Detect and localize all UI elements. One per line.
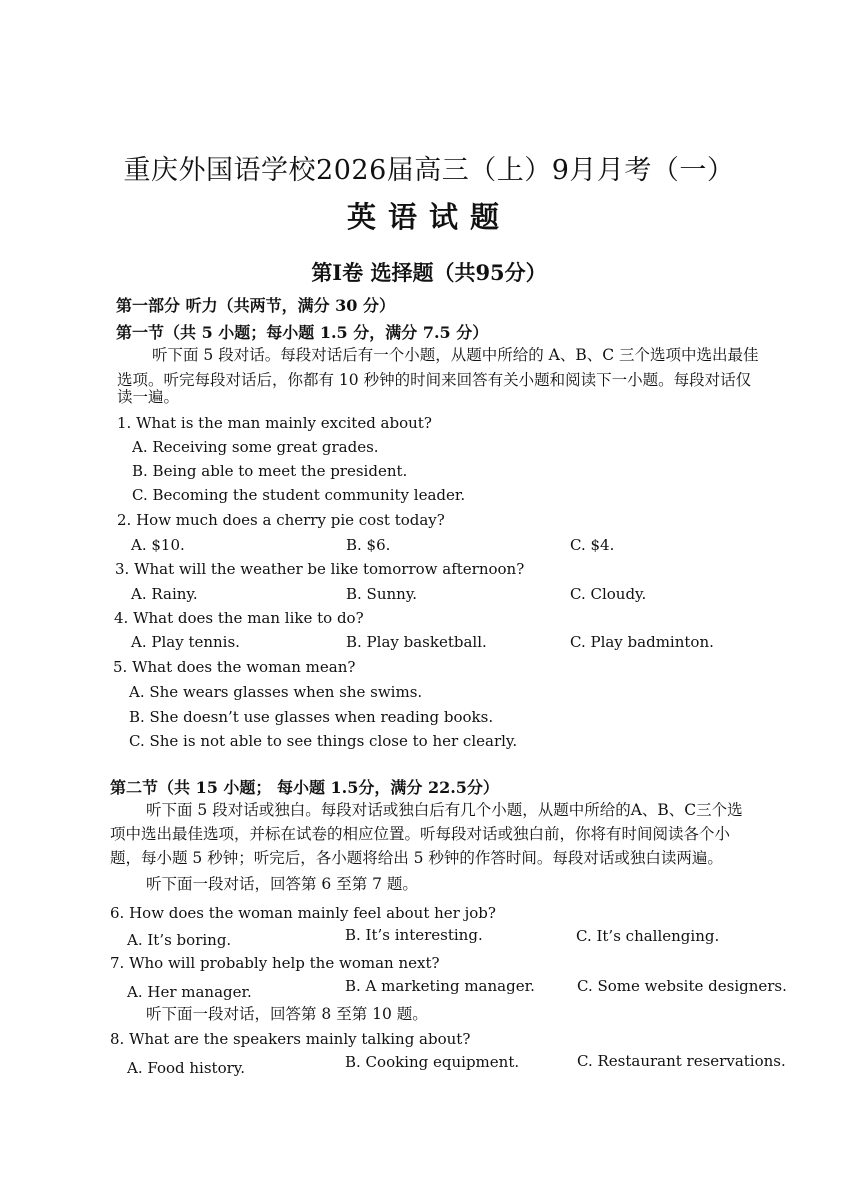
- question-option: A. It’s boring.: [127, 931, 232, 949]
- question-option: B. $6.: [346, 536, 391, 554]
- question-option: B. Sunny.: [346, 585, 418, 603]
- question-option: C. Becoming the student community leader.: [132, 486, 466, 504]
- school-title: 重庆外国语学校2026届高三（上）9月月考（一）: [123, 155, 735, 186]
- question-option: A. Play tennis.: [131, 633, 240, 651]
- question-option: A. Receiving some great grades.: [132, 438, 379, 456]
- section2-instruction-line: 题，每小题 5 秒钟；听完后，各小题将给出 5 秒钟的作答时间。每段对话或独白读两遍。: [110, 849, 723, 867]
- section2-directive: 听下面一段对话，回答第 8 至第 10 题。: [146, 1005, 428, 1023]
- section2-instruction-line: 项中选出最佳选项，并标在试卷的相应位置。听每段对话或独白前，你将有时间阅读各个小: [110, 825, 731, 843]
- question-option: A. Her manager.: [127, 983, 252, 1001]
- section1-instruction-line: 听下面 5 段对话。每段对话后有一个小题，从题中所给的 A、B、C 三个选项中选出最佳: [152, 346, 759, 364]
- question-stem: 5. What does the woman mean?: [113, 658, 356, 676]
- section1-instruction-line: 读一遍。: [117, 388, 180, 406]
- question-option: C. Restaurant reservations.: [577, 1052, 786, 1070]
- question-option: A. She wears glasses when she swims.: [129, 683, 423, 701]
- question-option: B. Cooking equipment.: [345, 1053, 520, 1071]
- question-option: B. Play basketball.: [346, 633, 487, 651]
- question-stem: 8. What are the speakers mainly talking about?: [110, 1030, 471, 1048]
- subject-title: 英语试题: [346, 200, 511, 234]
- question-option: C. $4.: [570, 536, 615, 554]
- question-stem: 1. What is the man mainly excited about?: [117, 414, 432, 432]
- question-stem: 2. How much does a cherry pie cost today?: [117, 511, 445, 529]
- question-stem: 7. Who will probably help the woman next?: [110, 954, 440, 972]
- question-option: C. She is not able to see things close to her clearly.: [129, 732, 518, 750]
- question-option: B. It’s interesting.: [345, 926, 483, 944]
- question-stem: 4. What does the man like to do?: [114, 609, 364, 627]
- volume-title: 第Ⅰ卷 选择题（共95分）: [311, 260, 547, 285]
- question-option: C. Cloudy.: [570, 585, 647, 603]
- question-option: A. Rainy.: [131, 585, 198, 603]
- section2-instruction-line: 听下面 5 段对话或独白。每段对话或独白后有几个小题，从题中所给的A、B、C三个选: [146, 801, 743, 819]
- question-option: A. $10.: [131, 536, 185, 554]
- question-option: C. Play badminton.: [570, 633, 714, 651]
- section1-title: 第一节（共 5 小题；每小题 1.5 分，满分 7.5 分）: [116, 323, 489, 342]
- question-stem: 6. How does the woman mainly feel about her job?: [110, 904, 496, 922]
- question-option: C. Some website designers.: [577, 977, 787, 995]
- question-option: A. Food history.: [127, 1059, 246, 1077]
- section1-instruction-line: 选项。听完每段对话后，你都有 10 秒钟的时间来回答有关小题和阅读下一小题。每段对话仅: [117, 371, 752, 389]
- question-option: C. It’s challenging.: [576, 927, 720, 945]
- question-option: B. Being able to meet the president.: [132, 462, 408, 480]
- question-option: B. She doesn’t use glasses when reading books.: [129, 708, 494, 726]
- part1-title: 第一部分 听力（共两节，满分 30 分）: [116, 296, 395, 315]
- question-option: B. A marketing manager.: [345, 977, 535, 995]
- question-stem: 3. What will the weather be like tomorrow afternoon?: [115, 560, 525, 578]
- section2-directive: 听下面一段对话，回答第 6 至第 7 题。: [146, 875, 418, 893]
- section2-title: 第二节（共 15 小题； 每小题 1.5分，满分 22.5分）: [110, 778, 499, 797]
